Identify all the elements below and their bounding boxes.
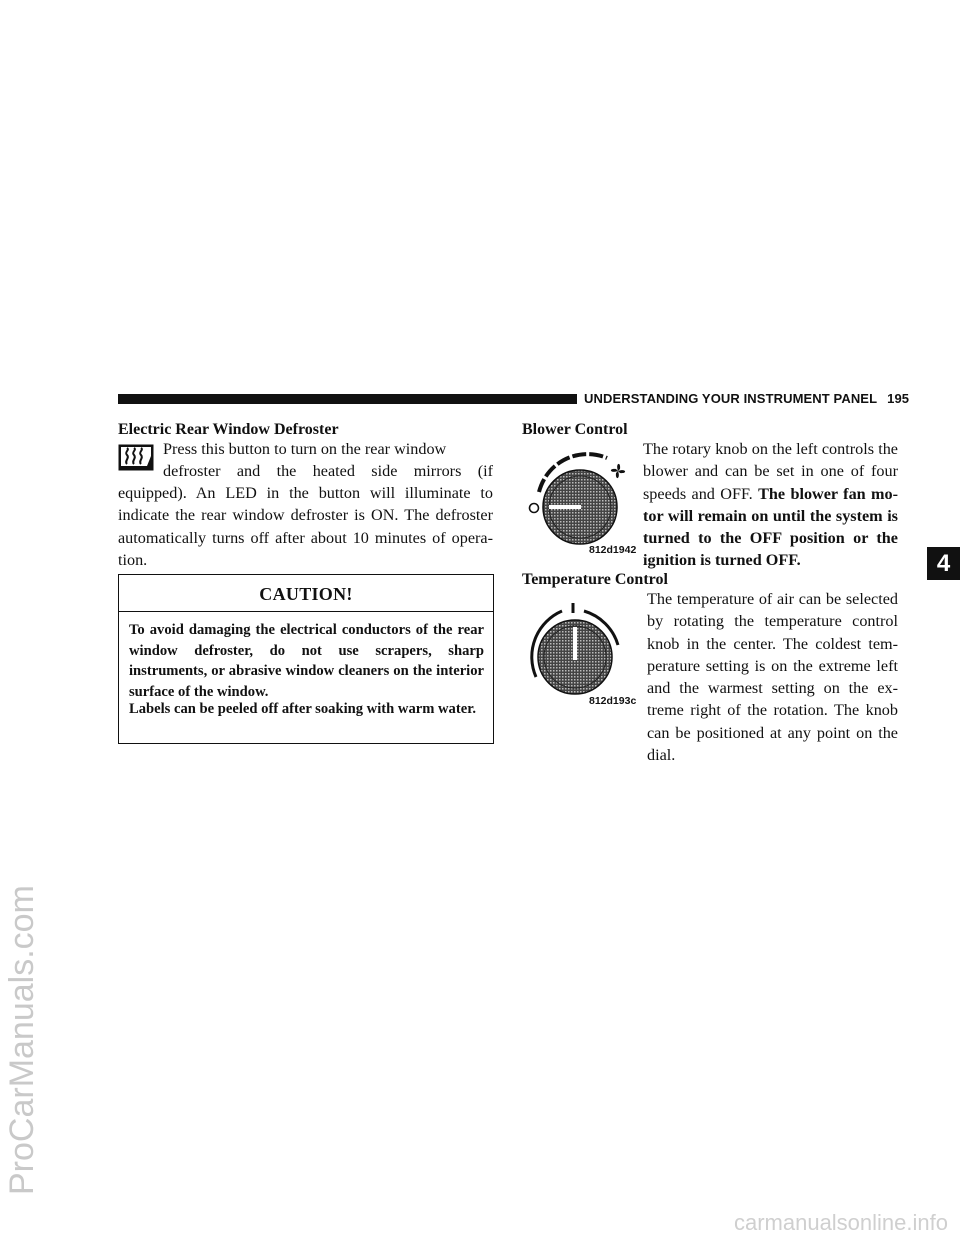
chapter-tab: 4 <box>927 547 960 580</box>
caution-paragraph-1: To avoid damaging the electrical conductors of the rear window defroster, do not use scrapers, sharp instruments, or abrasive window cleaners on the interior surface of the window. <box>129 622 484 701</box>
footer-watermark: carmanualsonline.info <box>733 1210 948 1235</box>
defroster-line-2: defroster and the heated side mirrors (if <box>163 462 493 480</box>
running-header <box>584 391 909 406</box>
blower-warning-text: The blower fan mo- tor will remain on until the system is turned to the OFF position or the ignition is turned OFF. <box>643 484 898 570</box>
temperature-knob-figure <box>514 601 624 701</box>
temperature-heading: Temperature Control <box>522 571 668 588</box>
off-position-icon <box>530 504 539 513</box>
section-title: UNDERSTANDING YOUR INSTRUMENT PANEL <box>584 391 878 406</box>
rear-defroster-icon <box>118 444 154 471</box>
blower-knob-pointer <box>549 505 581 509</box>
blower-body <box>643 438 898 572</box>
blower-figure-label: 812d1942 <box>589 544 637 556</box>
page-number: 195 <box>887 391 910 406</box>
temperature-body: The temperature of air can be selected by rotating the temperature control knob in the center. The coldest tem- perature setting is on the extreme left and the warmest setting on the ex- treme right of the rotation. The knob can be positioned at any point on the dial. <box>647 590 898 765</box>
caution-divider <box>119 611 493 612</box>
blower-heading: Blower Control <box>522 421 628 438</box>
defroster-body: equipped). An LED in the button will illuminate to indicate the rear window defroster is ON. The defroster automatically turns off after about 10 minutes of opera- tion. <box>118 484 493 569</box>
caution-title: CAUTION! <box>259 584 353 604</box>
defroster-heading: Electric Rear Window Defroster <box>118 421 339 438</box>
blower-text: The rotary knob on the left controls the blower and can be set in one of four speeds and OFF. <box>643 440 898 503</box>
temperature-figure-label: 812d193c <box>589 695 637 707</box>
caution-box <box>118 574 494 744</box>
temperature-knob-pointer <box>573 627 577 660</box>
header-rule <box>118 394 577 404</box>
fan-icon <box>611 464 625 478</box>
defroster-line-1: Press this button to turn on the rear window <box>163 440 447 458</box>
side-watermark: ProCarManuals.com <box>3 885 41 1195</box>
blower-knob-figure <box>527 446 637 546</box>
caution-paragraph-2: Labels can be peeled off after soaking with warm water. <box>129 701 476 717</box>
